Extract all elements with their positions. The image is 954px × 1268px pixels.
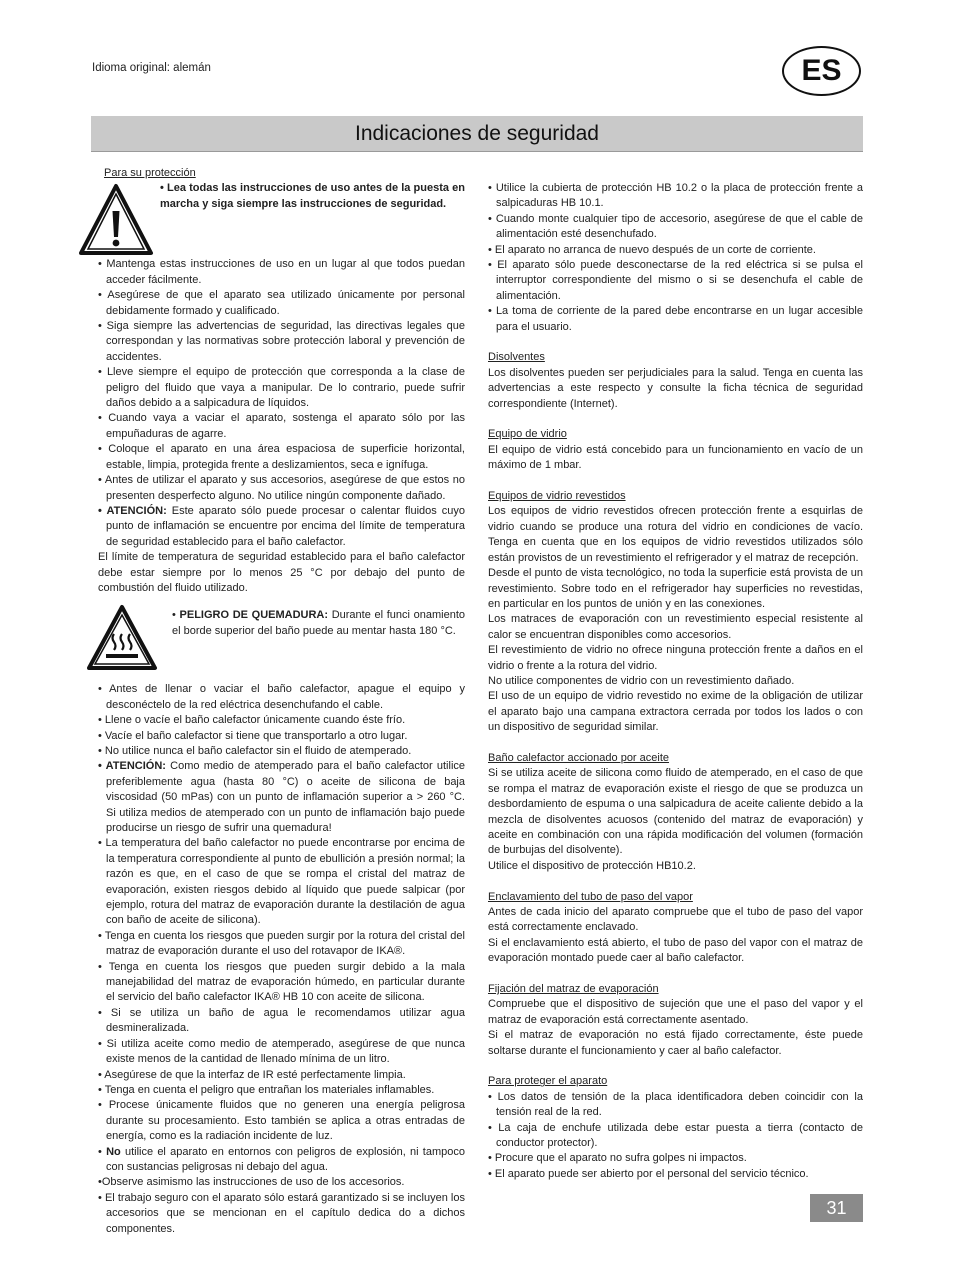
section-paragraph: Si el matraz de evaporación no está fijado correctamente, éste puede soltarse durante el funcionamiento y caer al baño calefactor. <box>488 1029 863 1057</box>
section-paragraph: El equipo de vidrio está concebido para un funcionamiento en vacío de un máximo de 1 mbar. <box>488 443 863 472</box>
list-item: • Vacíe el baño calefactor si tiene que transportarlo a otro lugar. <box>98 729 408 742</box>
original-language-note: Idioma original: alemán <box>92 62 211 74</box>
list-item: • La caja de enchufe utilizada debe estar puesta a tierra (contacto de conductor protector). <box>488 1121 863 1150</box>
section-paragraph: Si el enclavamiento está abierto, el tubo de paso del vapor con el matraz de evaporación montado puede caer al baño calefactor. <box>488 936 863 965</box>
section-paragraph: Antes de cada inicio del aparato compruebe que el tubo de paso del vapor está correctamente enclavado. <box>488 906 863 934</box>
hot-surface-icon <box>86 604 158 672</box>
right-sections <box>488 335 863 1059</box>
temperature-limit-note: El límite de temperatura de seguridad establecido para el baño calefactor debe estar siempre por lo menos 25 °C por debajo del punto de combustión del fluido utilizado. <box>98 551 465 594</box>
right-list-a <box>488 181 863 335</box>
list-item: • Procure que el aparato no sufra golpes ni impactos. <box>488 1152 747 1165</box>
section-heading: Baño calefactor accionado por aceite <box>488 751 670 764</box>
list-item: • Tenga en cuenta el peligro que entrañan los materiales inflamables. <box>98 1083 435 1096</box>
list-item: • Cuando monte cualquier tipo de accesorio, asegúrese de que el cable de alimentación esté desenchufado. <box>488 212 863 241</box>
list-item: • Asegúrese de que la interfaz de IR esté perfectamente limpia. <box>98 1068 406 1081</box>
list-item: • Tenga en cuenta los riesgos que pueden surgir por la rotura del cristal del matraz de evaporación durante el uso del rotavapor de IKA®. <box>98 929 465 958</box>
left-list-c <box>98 836 465 1144</box>
section-paragraph: El uso de un equipo de vidrio revestido no exime de la obligación de utilizar el aparato bajo una campana extractora cerrada por todos los lados o con un dispositivo de seguridad similar. <box>488 690 863 734</box>
warning-triangle-icon <box>78 183 154 257</box>
list-item: • El aparato puede ser abierto por el personal del servicio técnico. <box>488 1167 809 1180</box>
list-item: • Tenga en cuenta los riesgos que pueden surgir debido a la mala manejabilidad del matraz de evaporación húmedo, en particular durante el servicio del baño calefactor IKA® HB 10 con aceite de silicona. <box>98 960 465 1004</box>
section-heading: Disolventes <box>488 351 545 364</box>
section-paragraph: No utilice componentes de vidrio con un revestimiento dañado. <box>488 674 795 687</box>
list-item: • Utilice la cubierta de protección HB 10.2 o la placa de protección frente a salpicaduras HB 10.1. <box>488 182 863 210</box>
section-paragraph: Los matraces de evaporación con un revestimiento especial resistente al calor se encuentran disponibles como accesorios. <box>488 613 863 641</box>
section-paragraph: Si se utiliza aceite de silicona como fluido de atemperado, en el caso de que se rompa el matraz de evaporación existe el riesgo de que se produzca un desbordamiento de espuma o una salpicadura de aceite caliente debido a la mezcla de disolventes acuosos (contenido del matraz de evaporación) y aceite en combinación con una rápida modificación del volumen (formación de burbujas del disolvente). <box>488 767 863 857</box>
no-explosion-item: • No utilice el aparato en entornos con peligros de explosión, ni tampoco con sustancias peligrosas ni debajo del agua. <box>98 1145 465 1173</box>
page-title: Indicaciones de seguridad <box>354 121 599 145</box>
section-paragraph: Desde el punto de vista tecnológico, no toda la superficie está provista de un revestimiento. Sobre todo en el refrigerador hay superficies no revestidas, en particular en los puntos de unión y en las conexiones. <box>488 567 863 610</box>
list-item: • La toma de corriente de la pared debe encontrarse en un lugar accesible para el usuario. <box>488 305 863 333</box>
first-warning-block <box>98 181 465 257</box>
list-item: • Mantenga estas instrucciones de uso en un lugar al que todos puedan acceder fácilmente. <box>98 258 465 286</box>
section-heading-protect-device: Para proteger el aparato <box>488 1075 608 1088</box>
section-heading: Equipo de vidrio <box>488 428 567 441</box>
list-item: • Procese únicamente fluidos que no generen una energía peligrosa durante su procesamiento. Esto también se aplica a otras entradas de energía, como es la radiación incidente de luz. <box>98 1099 465 1143</box>
list-item: • El aparato sólo puede desconectarse de la red eléctrica si se pulsa el interruptor correspondiente del mismo o si se desenchufa el cable de alimentación. <box>488 259 863 302</box>
language-badge: ES <box>782 46 861 96</box>
protect-device-list <box>488 1090 863 1182</box>
list-item: • Coloque el aparato en una área espaciosa de superficie horizontal, estable, limpia, protegida frente a deslizamientos, seca e ignífuga. <box>98 443 465 471</box>
section-paragraph: Utilice el dispositivo de protección HB10.2. <box>488 859 696 872</box>
left-column <box>98 166 465 1237</box>
list-item: • Cuando vaya a vaciar el aparato, sostenga el aparato sólo por las empuñaduras de agarre. <box>98 412 465 440</box>
section-heading-protection: Para su protección <box>104 167 196 179</box>
section-paragraph: Compruebe que el dispositivo de sujeción que une el paso del vapor y el matraz de evaporación está correctamente asentado. <box>488 998 863 1026</box>
atencion-1: • ATENCIÓN: Este aparato sólo puede procesar o calentar fluidos cuyo punto de inflamación se encuentre por encima del límite de temperatura de seguridad establecido para el baño calefactor. <box>98 504 465 548</box>
left-list-a <box>98 257 465 504</box>
page-number: 31 <box>810 1194 863 1222</box>
title-bar <box>91 116 863 152</box>
atencion-label: ATENCIÓN: <box>106 504 167 517</box>
list-item: • Llene o vacíe el baño calefactor únicamente cuando éste frío. <box>98 714 406 727</box>
list-item: • Antes de utilizar el aparato y sus accesorios, asegúrese de que estos no presenten desperfecto alguno. No utilice ningún componente dañado. <box>98 474 465 502</box>
left-list-d <box>98 1175 465 1237</box>
read-instructions-warning: • Lea todas las instrucciones de uso antes de la puesta en marcha y siga siempre las instrucciones de seguridad. <box>160 182 465 210</box>
section-heading: Enclavamiento del tubo de paso del vapor <box>488 890 693 903</box>
section-heading: Equipos de vidrio revestidos <box>488 490 626 503</box>
burn-hazard-text: • PELIGRO DE QUEMADURA: Durante el funci onamiento el borde superior del baño puede au mentar hasta 180 °C. <box>172 609 465 637</box>
section-paragraph: Los disolventes pueden ser perjudiciales para la salud. Tenga en cuenta las advertencias a este respecto y consulte la ficha técnica de seguridad correspondiente (Internet). <box>488 366 863 410</box>
atencion-2: • ATENCIÓN: Como medio de atemperado para el baño calefactor utilice preferiblemente agua (hasta 80 °C) o aceite de silicona de baja viscosidad (50 mPas) con un punto de inflamación superior a > 260 °C. Si utiliza medios de atemperado con un punto de inflamación bajo puede producirse un riesgo de sufrir una quemadura! <box>98 760 465 834</box>
list-item: • No utilice nunca el baño calefactor sin el fluido de atemperado. <box>98 744 412 757</box>
list-item: • El aparato no arranca de nuevo después de un corte de corriente. <box>488 243 816 256</box>
list-item: •Observe asimismo las instrucciones de uso de los accesorios. <box>98 1176 405 1189</box>
list-item: • Antes de llenar o vaciar el baño calefactor, apague el equipo y desconéctelo de la red eléctrica desenchufando el cable. <box>98 683 465 711</box>
list-item: • Lleve siempre el equipo de protección que corresponda a la clase de peligro del fluido que vaya a manipular. De lo contrario, puede sufrir daños debido a a salpicadura de líquidos. <box>98 366 465 410</box>
list-item: • La temperatura del baño calefactor no puede encontrarse por encima de la temperatura correspondiente al punto de ebullición a presión normal; la razón es que, en el caso de que se rompa el cristal del matraz de evaporación, existen riesgos debido al líquido que puede salpicar (por ejemplo, rotura del matraz de evaporación durante la destilación de agua con baño de aceite de silicona). <box>98 837 465 927</box>
list-item: • Siga siempre las advertencias de seguridad, las directivas legales que correspondan y las normativas sobre protección laboral y prevención de accidentes. <box>98 320 465 363</box>
list-item: • El trabajo seguro con el aparato sólo estará garantizado si se incluyen los accesorios que se mencionan en el capítulo dedica do a dichos componentes. <box>98 1191 465 1235</box>
section-paragraph: El revestimiento de vidrio no ofrece ninguna protección frente a daños en el vidrio o frente a la rotura del vidrio. <box>488 644 863 672</box>
left-list-b <box>98 682 465 759</box>
list-item: • Los datos de tensión de la placa identificadora deben coincidir con la tensión real de la red. <box>488 1090 863 1119</box>
section-paragraph: Los equipos de vidrio revestidos ofrecen protección frente a esquirlas de vidrio cuando se produce una rotura del vidrio en condiciones de vacío. Tenga en cuenta que en los equipos de vidrio revestidos utilizados sólo están provistos de un revestimiento el refrigerador y el matraz de recepción. <box>488 505 863 564</box>
section-heading: Fijación del matraz de evaporación <box>488 983 659 996</box>
list-item: • Si utiliza aceite como medio de atemperado, asegúrese de que nunca existe menos de la cantidad de llenado mínima de un litro. <box>98 1037 465 1066</box>
list-item: • Si se utiliza un baño de agua le recomendamos utilizar agua desmineralizada. <box>98 1006 465 1035</box>
right-column <box>488 181 863 1182</box>
list-item: • Asegúrese de que el aparato sea utilizado únicamente por personal debidamente formado y cualificado. <box>98 289 465 317</box>
burn-hazard-block <box>98 604 465 672</box>
